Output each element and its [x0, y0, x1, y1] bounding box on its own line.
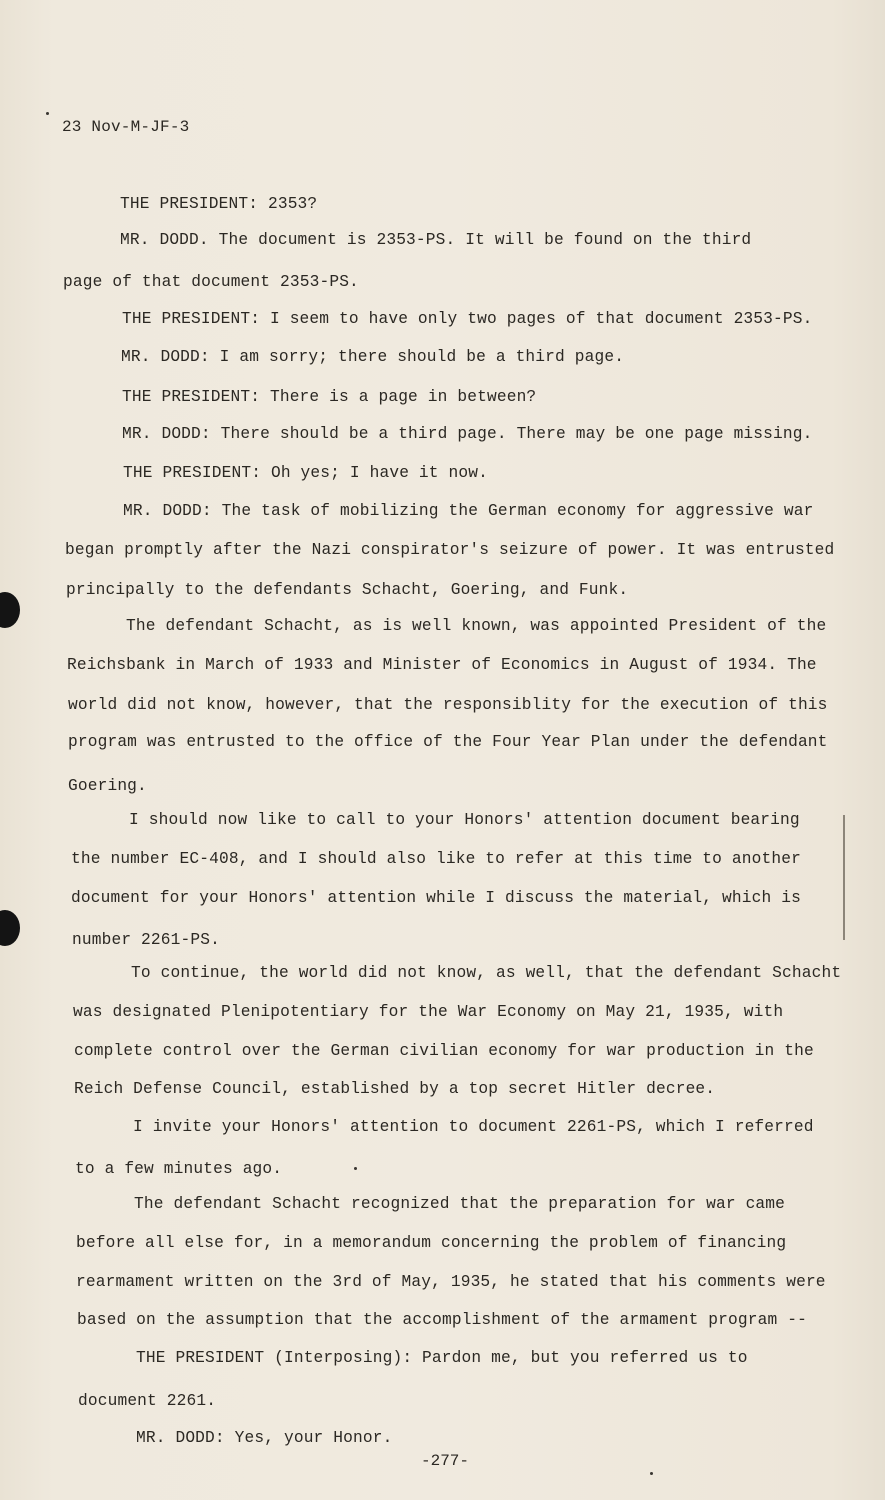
text-line: program was entrusted to the office of the Four Year Plan under the defendant — [68, 733, 828, 751]
text-line: was designated Plenipotentiary for the War Economy on May 21, 1935, with — [73, 1003, 784, 1021]
text-line: the number EC-408, and I should also like to refer at this time to another — [71, 850, 801, 868]
text-line: Reichsbank in March of 1933 and Minister of Economics in August of 1934. The — [67, 656, 817, 674]
text-line: MR. DODD: Yes, your Honor. — [136, 1429, 393, 1447]
text-line: before all else for, in a memorandum concerning the problem of financing — [76, 1234, 787, 1252]
text-line: THE PRESIDENT: I seem to have only two pages of that document 2353-PS. — [122, 310, 813, 328]
text-line: document for your Honors' attention while I discuss the material, which is — [71, 889, 801, 907]
margin-mark — [843, 815, 845, 940]
ink-speck — [354, 1167, 357, 1170]
text-line: MR. DODD: The task of mobilizing the German economy for aggressive war — [123, 502, 814, 520]
text-line: began promptly after the Nazi conspirator's seizure of power. It was entrusted — [65, 541, 835, 559]
text-line: The defendant Schacht, as is well known, was appointed President of the — [126, 617, 827, 635]
text-line: rearmament written on the 3rd of May, 1935, he stated that his comments were — [76, 1273, 826, 1291]
text-line: number 2261-PS. — [72, 931, 220, 949]
text-line: world did not know, however, that the responsiblity for the execution of this — [68, 696, 828, 714]
text-line: MR. DODD. The document is 2353-PS. It will be found on the third — [120, 231, 752, 249]
text-line: THE PRESIDENT (Interposing): Pardon me, but you referred us to — [136, 1349, 748, 1367]
text-line: To continue, the world did not know, as well, that the defendant Schacht — [131, 964, 842, 982]
punch-hole-mark — [0, 910, 20, 946]
text-line: MR. DODD: There should be a third page. There may be one page missing. — [122, 425, 813, 443]
text-line: I should now like to call to your Honors' attention document bearing — [129, 811, 800, 829]
ink-speck — [650, 1472, 653, 1475]
text-line: document 2261. — [78, 1392, 217, 1410]
page-number: -277- — [421, 1452, 470, 1470]
ink-speck — [46, 112, 49, 115]
text-line: page of that document 2353-PS. — [63, 273, 359, 291]
text-line: The defendant Schacht recognized that the preparation for war came — [134, 1195, 786, 1213]
text-line: to a few minutes ago. — [75, 1160, 283, 1178]
text-line: based on the assumption that the accomplishment of the armament program -- — [77, 1311, 807, 1329]
text-line: THE PRESIDENT: Oh yes; I have it now. — [123, 464, 488, 482]
document-reference: 23 Nov-M-JF-3 — [62, 118, 190, 136]
text-line: Goering. — [68, 777, 147, 795]
text-line: THE PRESIDENT: There is a page in between? — [122, 388, 537, 406]
text-line: Reich Defense Council, established by a top secret Hitler decree. — [74, 1080, 716, 1098]
text-line: I invite your Honors' attention to document 2261-PS, which I referred — [133, 1118, 814, 1136]
punch-hole-mark — [0, 592, 20, 628]
text-line: MR. DODD: I am sorry; there should be a third page. — [121, 348, 625, 366]
text-line: principally to the defendants Schacht, Goering, and Funk. — [66, 581, 629, 599]
text-line: THE PRESIDENT: 2353? — [120, 195, 318, 213]
text-line: complete control over the German civilian economy for war production in the — [74, 1042, 814, 1060]
